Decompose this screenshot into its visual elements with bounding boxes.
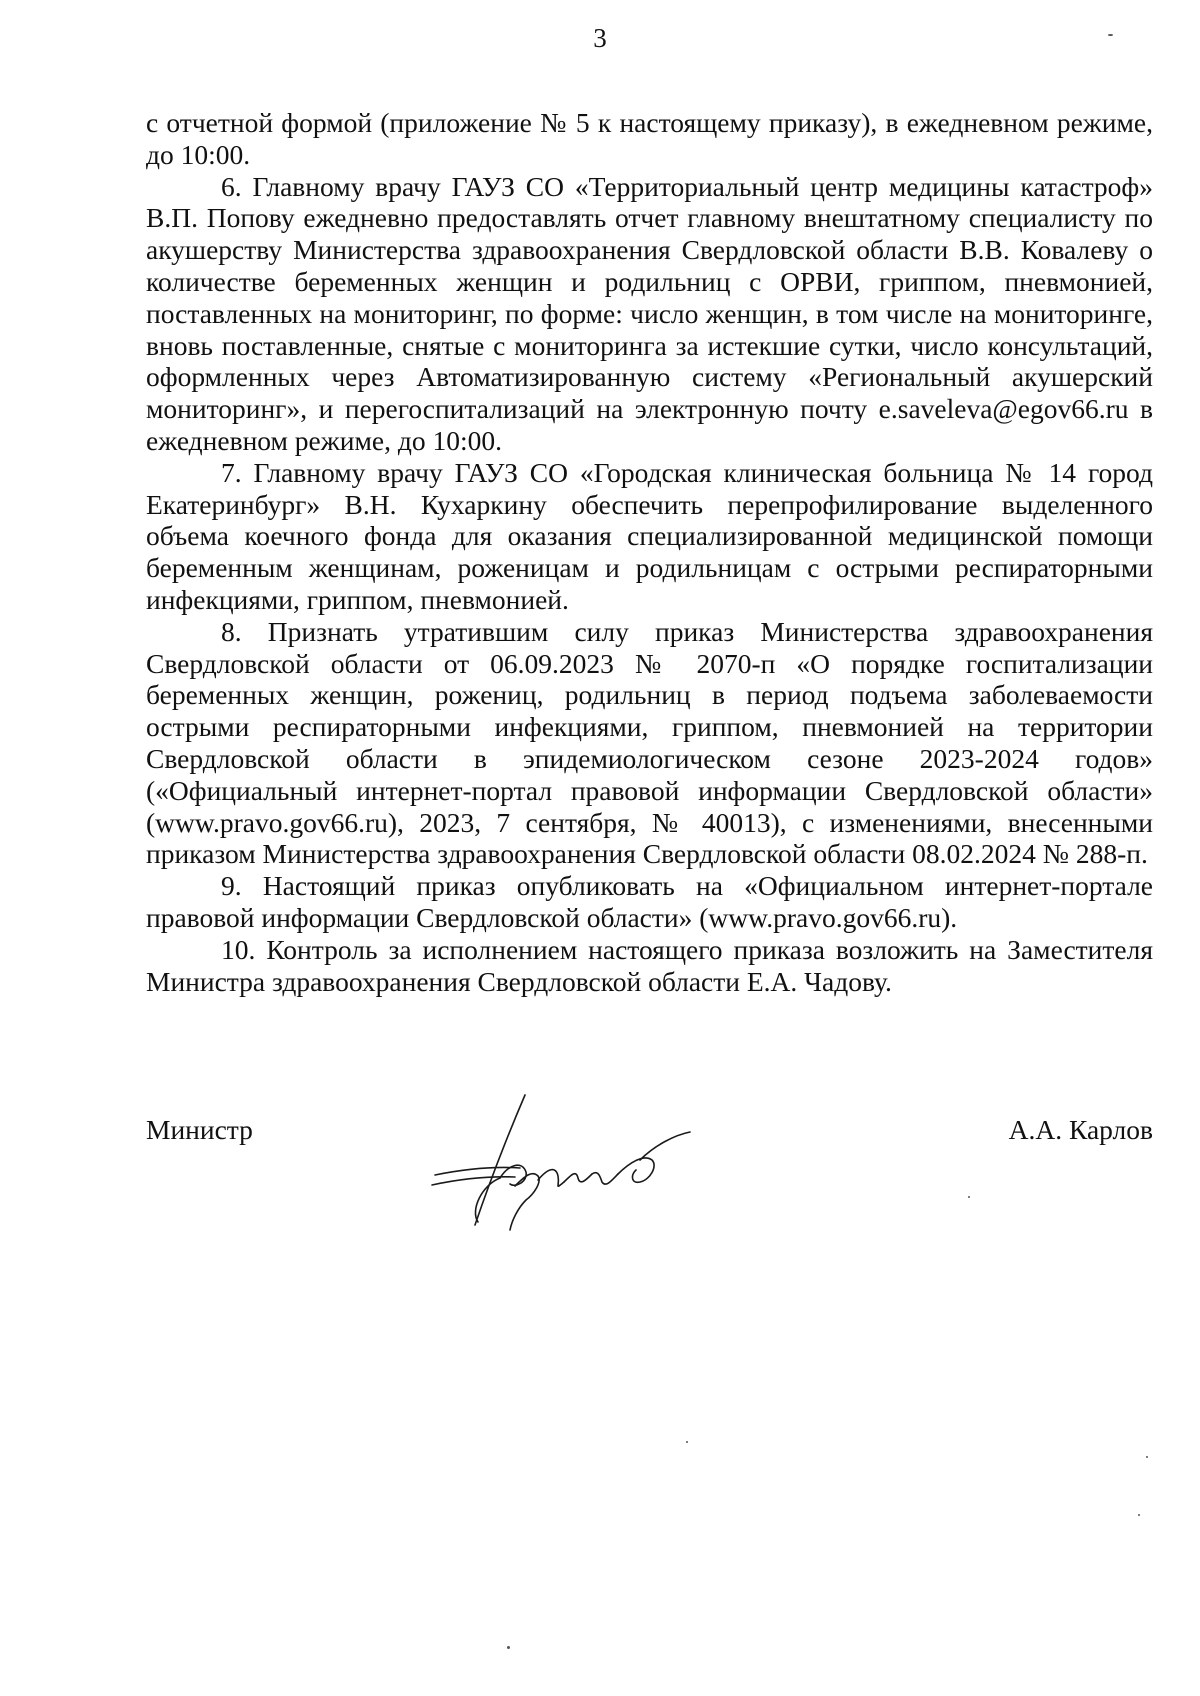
scan-speck <box>1138 1514 1140 1516</box>
paragraph-item-9: 9. Настоящий приказ опубликовать на «Официальном интернет-портале правовой информации Свердловской области» (www.pravo.gov66.ru). <box>146 870 1153 933</box>
paragraph-item-10: 10. Контроль за исполнением настоящего приказа возложить на Заместителя Министра здравоохранения Свердловской области Е.А. Чадову. <box>146 933 1153 997</box>
paragraph-item-8: 8. Признать утратившим силу приказ Министерства здравоохранения Свердловской области от 06.09.2023 № 2070-п «О порядке госпитализации беременных женщин, рожениц, родильниц в период подъема заболеваемости острыми респираторными инфекциями, гриппом, пневмонией на территории Свердловской области в эпидемиологическом сезоне 2023-2024 годов» («Официальный интернет-портал правовой информации Свердловской области» (www.pravo.gov66.ru), 2023, 7 сентября, № 40013), с изменениями, внесенными приказом Министерства здравоохранения Свердловской области 08.02.2024 № 288-п. <box>146 615 1153 870</box>
handwritten-signature <box>430 1090 730 1240</box>
signatory-position: Министр <box>146 1114 253 1145</box>
signatory-name: А.А. Карлов <box>1008 1114 1153 1145</box>
paragraph-item-7: 7. Главному врачу ГАУЗ СО «Городская клиническая больница № 14 город Екатеринбург» В.Н. Кухаркину обеспечить перепрофилирование выделенного объема коечного фонда для оказания специализированной медицинской помощи беременным женщинам, роженицам и родильницам с острыми респираторными инфекциями, гриппом, пневмонией. <box>146 456 1153 615</box>
scan-speck <box>968 1196 970 1198</box>
paragraph-continuation: с отчетной формой (приложение № 5 к настоящему приказу), в ежедневном режиме, до 10:00. <box>146 107 1153 170</box>
scan-speck <box>1108 34 1113 36</box>
scan-speck <box>507 1646 510 1649</box>
document-body <box>146 107 1153 997</box>
scan-speck <box>686 1441 688 1443</box>
signature-block <box>0 1090 1200 1250</box>
paragraph-item-6: 6. Главному врачу ГАУЗ СО «Территориальный центр медицины катастроф» В.П. Попову ежедневно предоставлять отчет главному внештатному специалисту по акушерству Министерства здравоохранения Свердловской области В.В. Ковалеву о количестве беременных женщин и родильниц с ОРВИ, гриппом, пневмонией, поставленных на мониторинг, по форме: число женщин, в том числе на мониторинге, вновь поставленные, снятые с мониторинга за истекшие сутки, число консультаций, оформленных через Автоматизированную систему «Региональный акушерский мониторинг», и перегоспитализаций на электронную почту e.saveleva@egov66.ru в ежедневном режиме, до 10:00. <box>146 170 1153 456</box>
scan-speck <box>1146 1456 1148 1458</box>
page-number: 3 <box>593 23 607 53</box>
